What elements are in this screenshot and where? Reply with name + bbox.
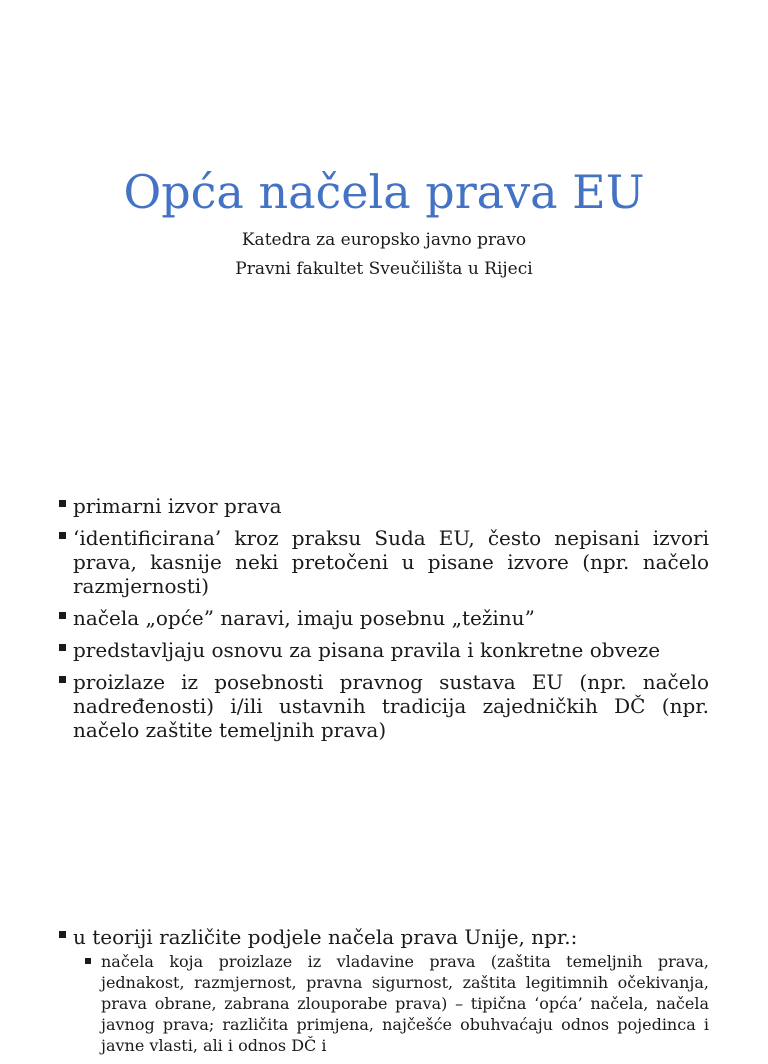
square-bullet-icon (59, 532, 66, 539)
bullet-general-nature (58, 606, 709, 630)
principles-bullet-list (58, 494, 709, 750)
bullet-text: proizlaze iz posebnosti pravnog sustava EU (npr. načelo nadređenosti) i/ili ustavnih tradicija zajedničkih DČ (npr. načelo zaštite temeljnih prava) (73, 670, 709, 742)
square-bullet-icon (59, 612, 66, 619)
subtitle-department: Katedra za europsko javno pravo (241, 230, 527, 250)
bullet-text: predstavljaju osnovu za pisana pravila i konkretne obveze (73, 638, 661, 662)
square-bullet-icon (59, 500, 66, 507)
subtitle-faculty: Pravni fakultet Sveučilišta u Rijeci (235, 259, 533, 279)
sub-bullet-rule-of-law (73, 951, 709, 1056)
slide-title: Opća načela prava EU (123, 165, 645, 219)
bullet-text: primarni izvor prava (73, 494, 282, 518)
bullet-text: načela „opće” naravi, imaju posebnu „težinu” (73, 606, 535, 630)
bullet-primary-source (58, 494, 709, 518)
bullet-text: ‘identificirana’ kroz praksu Suda EU, često nepisani izvori prava, kasnije neki pretočeni u pisane izvore (npr. načelo razmjernosti) (73, 526, 709, 598)
bullet-origin (58, 670, 709, 742)
square-bullet-icon (59, 644, 66, 651)
sub-bullet-list (73, 951, 709, 1056)
classification-bullet-list (58, 925, 709, 1064)
sub-bullet-text: načela koja proizlaze iz vladavine prava (zaštita temeljnih prava, jednakost, razmjernost, pravna sigurnost, zaštita legitimnih očekivanja, prava obrane, zabrana zlouporabe prava) – tipična ‘opća’ načela, načela javnog prava; različita primjena, najčešće obuhvaćaju odnos pojedinca i javne vlasti, ali i odnos DČ i (101, 952, 709, 1055)
square-bullet-icon (59, 931, 66, 938)
bullet-classifications (58, 925, 709, 1056)
bullet-identified-by-court (58, 526, 709, 598)
bullet-basis-for-rules (58, 638, 709, 662)
square-sub-bullet-icon (85, 958, 91, 964)
square-bullet-icon (59, 676, 66, 683)
bullet-text: u teoriji različite podjele načela prava Unije, npr.: (73, 925, 578, 949)
